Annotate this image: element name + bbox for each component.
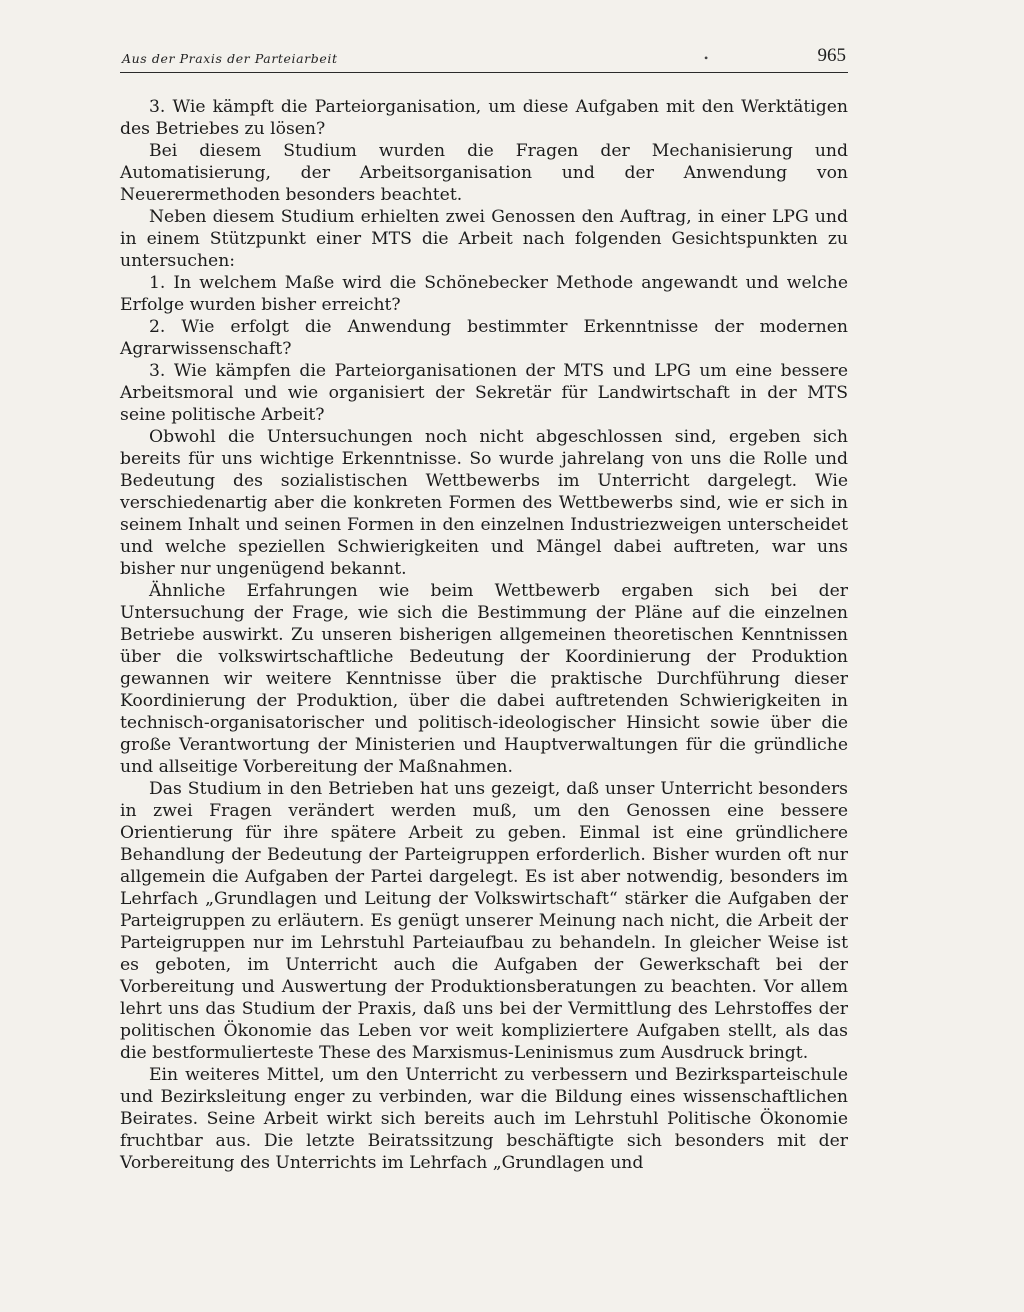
paragraph: Bei diesem Studium wurden die Fragen der Mechanisierung und Automatisierung, der Arbeitsorganisation und der Anwendung von Neuerermethoden besonders beachtet. xyxy=(120,141,848,205)
paragraph: Ähnliche Erfahrungen wie beim Wettbewerb ergaben sich bei der Untersuchung der Frage, wie sich die Bestimmung der Pläne auf die einzelnen Betriebe auswirkt. Zu unseren bisherigen allgemeinen theoretischen Kenntnissen über die volkswirtschaftliche Bedeutung der Koordinierung der Produktion gewannen wir weitere Kenntnisse über die praktische Durchführung dieser Koordinierung der Produktion, über die dabei auftretenden Schwierigkeiten in technisch-organisatorischer und politisch-ideologischer Hinsicht sowie über die große Verantwortung der Ministerien und Hauptverwaltungen für die gründliche und allseitige Vorbereitung der Maßnahmen. xyxy=(120,581,848,777)
running-head: Aus der Praxis der Parteiarbeit xyxy=(122,51,338,66)
paragraph: Obwohl die Untersuchungen noch nicht abgeschlossen sind, ergeben sich bereits für uns wichtige Erkenntnisse. So wurde jahrelang von uns die Rolle und Bedeutung des sozialistischen Wettbewerbs im Unterricht dargelegt. Wie verschiedenartig aber die konkreten Formen des Wettbewerbs sind, wie er sich in seinem Inhalt und seinen Formen in den einzelnen Industriezweigen unterscheidet und welche speziellen Schwierigkeiten und Mängel dabei auftreten, war uns bisher nur ungenügend bekannt. xyxy=(120,427,848,579)
paragraph: 2. Wie erfolgt die Anwendung bestimmter Erkenntnisse der modernen Agrarwissenschaft? xyxy=(120,317,848,359)
paragraph: 1. In welchem Maße wird die Schönebecker Methode angewandt und welche Erfolge wurden bisher erreicht? xyxy=(120,273,848,315)
paragraph: Neben diesem Studium erhielten zwei Genossen den Auftrag, in einer LPG und in einem Stützpunkt einer MTS die Arbeit nach folgenden Gesichtspunkten zu untersuchen: xyxy=(120,207,848,271)
page-number: 965 xyxy=(817,45,846,66)
paragraph: Ein weiteres Mittel, um den Unterricht zu verbessern und Bezirksparteischule und Bezirksleitung enger zu verbinden, war die Bildung eines wissenschaftlichen Beirates. Seine Arbeit wirkt sich bereits auch im Lehrstuhl Politische Ökonomie fruchtbar aus. Die letzte Beiratssitzung beschäftigte sich besonders mit der Vorbereitung des Unterrichts im Lehrfach „Grundlagen und xyxy=(120,1065,848,1173)
body-text xyxy=(120,96,848,1174)
print-speck: • xyxy=(704,51,709,65)
paragraph: 3. Wie kämpfen die Parteiorganisationen der MTS und LPG um eine bessere Arbeitsmoral und wie organisiert der Sekretär für Landwirtschaft in der MTS seine politische Arbeit? xyxy=(120,361,848,425)
paragraph: 3. Wie kämpft die Parteiorganisation, um diese Aufgaben mit den Werktätigen des Betriebes zu lösen? xyxy=(120,97,848,139)
paragraph: Das Studium in den Betrieben hat uns gezeigt, daß unser Unterricht besonders in zwei Fragen verändert werden muß, um den Genossen eine bessere Orientierung für ihre spätere Arbeit zu geben. Einmal ist eine gründlichere Behandlung der Bedeutung der Parteigruppen erforderlich. Bisher wurden oft nur allgemein die Aufgaben der Partei dargelegt. Es ist aber notwendig, besonders im Lehrfach „Grundlagen und Leitung der Volkswirtschaft“ stärker die Aufgaben der Parteigruppen zu erläutern. Es genügt unserer Meinung nach nicht, die Arbeit der Parteigruppen nur im Lehrstuhl Parteiaufbau zu behandeln. In gleicher Weise ist es geboten, im Unterricht auch die Aufgaben der Gewerkschaft bei der Vorbereitung und Auswertung der Produktionsberatungen zu beachten. Vor allem lehrt uns das Studium der Praxis, daß uns bei der Vermittlung des Lehrstoffes der politischen Ökonomie das Leben vor weit kompliziertere Aufgaben stellt, als das die bestformulierteste These des Marxismus-Leninismus zum Ausdruck bringt. xyxy=(120,779,848,1063)
page-header xyxy=(120,45,848,73)
